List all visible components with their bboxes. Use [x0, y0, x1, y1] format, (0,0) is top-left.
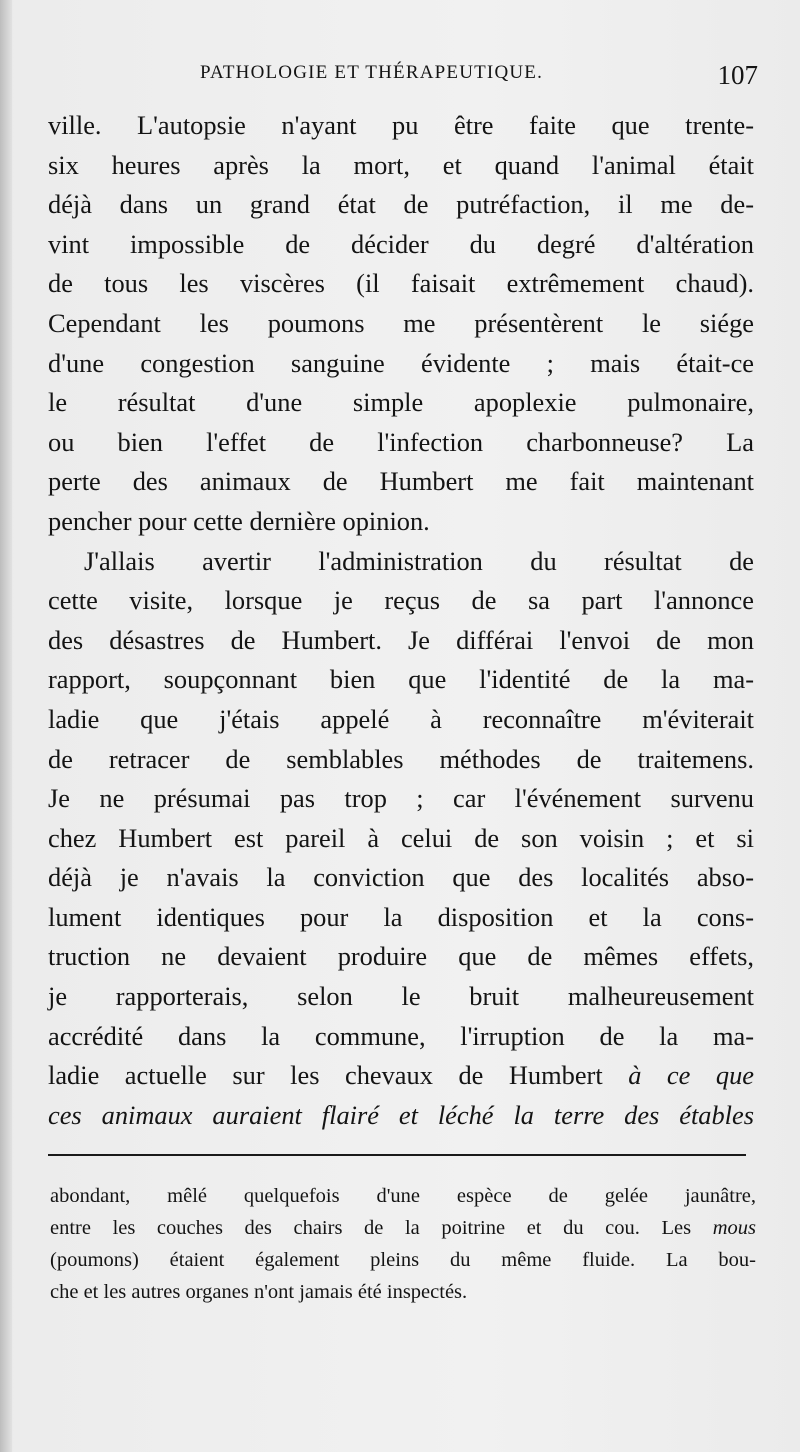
text-line: déjà je n'avais la conviction que des localités abso- — [48, 862, 754, 893]
text-line: des désastres de Humbert. Je différai l'envoi de mon — [48, 624, 754, 655]
text-line: Je ne présumai pas trop ; car l'événement survenu — [48, 783, 754, 814]
italic-phrase: à ce que — [628, 1060, 754, 1091]
text-line: lument identiques pour la disposition et la cons- — [48, 901, 754, 932]
text-line: perte des animaux de Humbert me fait maintenant — [48, 466, 754, 497]
text-line: de retracer de semblables méthodes de traitemens. — [48, 743, 754, 774]
text-line: le résultat d'une simple apoplexie pulmonaire, — [48, 387, 754, 418]
text-line-mixed — [48, 1056, 754, 1096]
footnote-separator — [48, 1154, 746, 1156]
paragraph-start-line: J'allais avertir l'administration du résultat de — [84, 545, 754, 576]
text-line: ladie que j'étais appelé à reconnaître m'éviterait — [48, 703, 754, 734]
paragraph-end-line: pencher pour cette dernière opinion. — [48, 505, 430, 536]
text-line: ville. L'autopsie n'ayant pu être faite que trente- — [48, 110, 754, 140]
text-line: chez Humbert est pareil à celui de son voisin ; et si — [48, 822, 754, 853]
text-line: d'une congestion sanguine évidente ; mais était-ce — [48, 347, 754, 378]
footnote-line: abondant, mêlé quelquefois d'une espèce de gelée jaunâtre, — [50, 1185, 756, 1207]
text-line: accrédité dans la commune, l'irruption de la ma- — [48, 1020, 754, 1051]
footnote-line: (poumons) étaient également pleins du même fluide. La bou- — [50, 1249, 756, 1271]
text-line: Cependant les poumons me présentèrent le siége — [48, 307, 754, 338]
text-line: cette visite, lorsque je reçus de sa part l'annonce — [48, 585, 754, 616]
footnote-line: che et les autres organes n'ont jamais été inspectés. — [50, 1281, 468, 1303]
footnote-italic-word: mous — [712, 1217, 756, 1239]
footnote — [50, 1180, 756, 1308]
text-line: vint impossible de décider du degré d'altération — [48, 228, 754, 259]
running-title: PATHOLOGIE ET THÉRAPEUTIQUE. — [200, 62, 544, 83]
text-line: je rapporterais, selon le bruit malheureusement — [48, 981, 754, 1012]
text-line: de tous les viscères (il faisait extrêmement chaud). — [48, 268, 754, 299]
body-text — [48, 106, 754, 1135]
footnote-roman-part: entre les couches des chairs de la poitrine et du cou. Les — [50, 1217, 692, 1239]
footnote-line-mixed — [50, 1212, 756, 1244]
page-gutter-shadow — [0, 0, 12, 1452]
italic-line — [48, 1096, 754, 1136]
page-header — [48, 60, 760, 100]
page-number: 107 — [717, 60, 758, 90]
text-line: déjà dans un grand état de putréfaction, il me de- — [48, 189, 754, 220]
text-line: ou bien l'effet de l'infection charbonneuse? La — [48, 426, 754, 457]
text-line: six heures après la mort, et quand l'animal était — [48, 149, 754, 180]
text-line: truction ne devaient produire que de mêmes effets, — [48, 941, 754, 972]
text-line-roman-part: ladie actuelle sur les chevaux de Humbert — [48, 1060, 603, 1091]
text-line: rapport, soupçonnant bien que l'identité de la ma- — [48, 664, 754, 695]
italic-phrase: ces animaux auraient flairé et léché la terre des étables — [48, 1099, 754, 1130]
